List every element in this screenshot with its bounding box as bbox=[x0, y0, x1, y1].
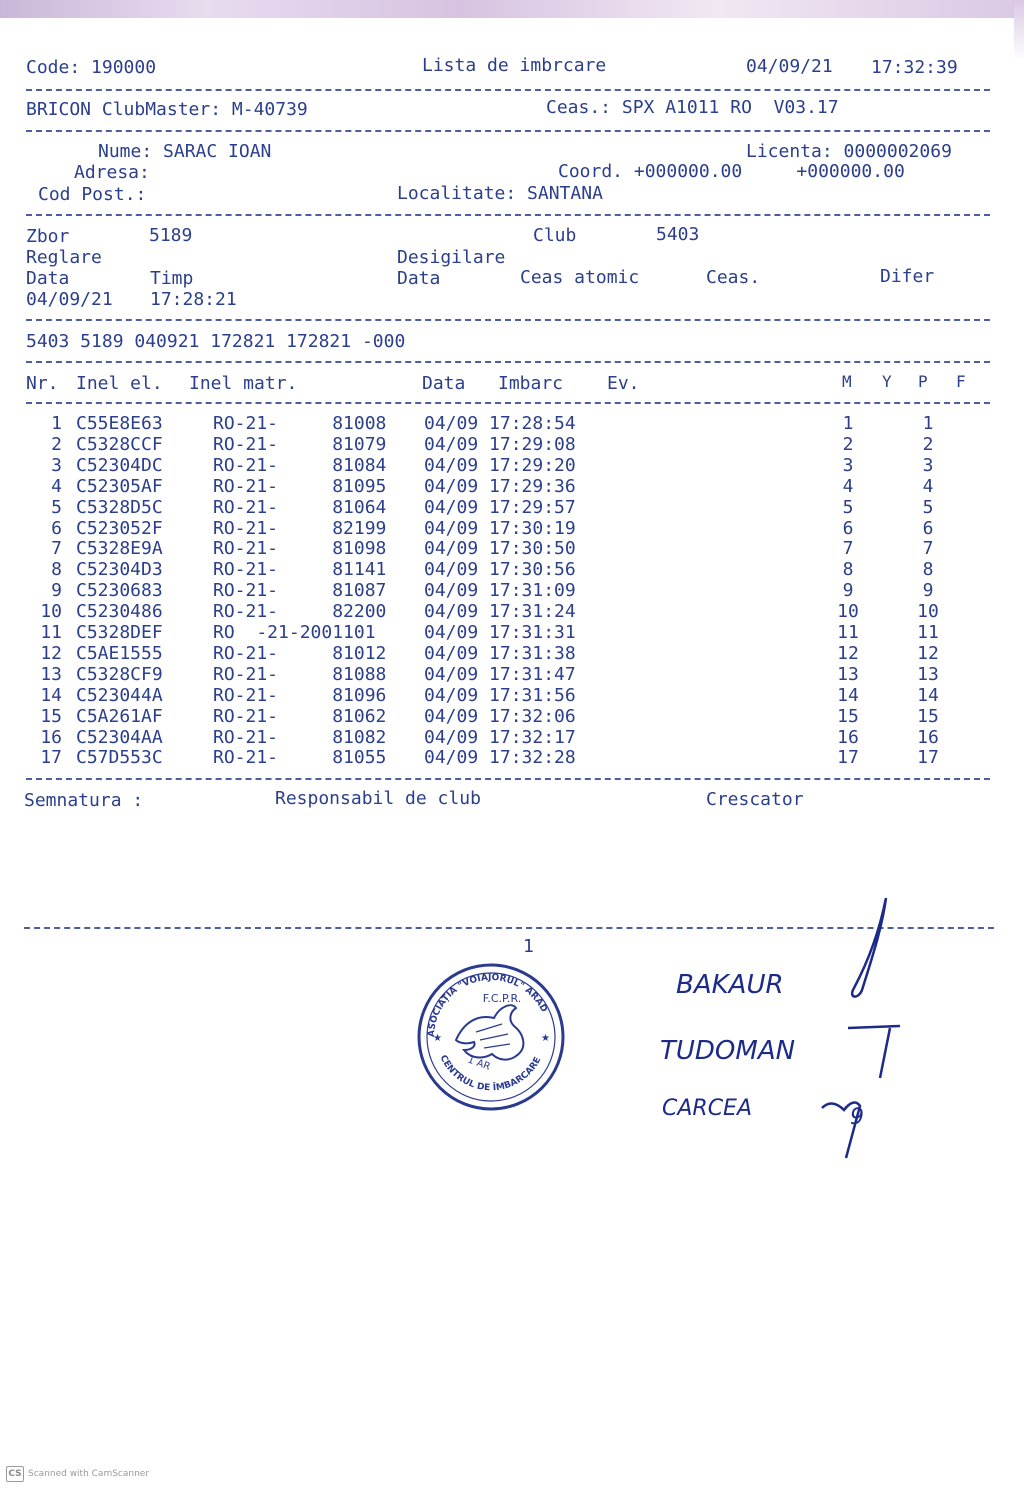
rank-p: 3 bbox=[922, 455, 934, 476]
ring-number: RO-21- 81082 bbox=[213, 727, 387, 748]
rank-m: 9 bbox=[842, 580, 854, 601]
electronic-ring: C52304D3 bbox=[76, 559, 163, 580]
ring-number: RO-21- 81055 bbox=[213, 747, 387, 768]
embark-datetime: 04/09 17:31:47 bbox=[424, 664, 576, 685]
embark-datetime: 04/09 17:29:08 bbox=[424, 434, 576, 455]
rank-p: 12 bbox=[917, 643, 939, 664]
license-number: Licenta: 0000002069 bbox=[746, 141, 952, 162]
owner-name: Nume: SARAC IOAN bbox=[98, 141, 272, 162]
table-row bbox=[0, 748, 1024, 768]
separator bbox=[26, 319, 990, 321]
embark-datetime: 04/09 17:32:17 bbox=[424, 727, 576, 748]
table-row bbox=[0, 602, 1024, 622]
row-number: 7 bbox=[51, 538, 62, 559]
signature-label: Semnatura : bbox=[24, 790, 144, 811]
coordinates: Coord. +000000.00 +000000.00 bbox=[558, 161, 905, 182]
rank-m: 13 bbox=[837, 664, 859, 685]
table-row bbox=[0, 644, 1024, 664]
electronic-ring: C523052F bbox=[76, 518, 163, 539]
row-number: 5 bbox=[51, 497, 62, 518]
ring-number: RO-21- 81008 bbox=[213, 413, 387, 434]
table-row bbox=[0, 456, 1024, 476]
rank-p: 4 bbox=[922, 476, 934, 497]
rank-p: 1 bbox=[922, 413, 934, 434]
rank-m: 10 bbox=[837, 601, 859, 622]
table-row bbox=[0, 728, 1024, 748]
rank-p: 8 bbox=[922, 559, 934, 580]
page-number: 1 bbox=[523, 936, 534, 957]
col-inel-el: Inel el. bbox=[76, 373, 163, 394]
row-number: 13 bbox=[40, 664, 62, 685]
electronic-ring: C5A261AF bbox=[76, 706, 163, 727]
ring-number: RO-21- 82199 bbox=[213, 518, 387, 539]
col-nr: Nr. bbox=[26, 373, 59, 394]
address-label: Adresa: bbox=[74, 162, 150, 183]
table-row bbox=[0, 539, 1024, 559]
embark-datetime: 04/09 17:31:31 bbox=[424, 622, 576, 643]
club-stamp bbox=[416, 962, 566, 1112]
row-number: 6 bbox=[51, 518, 62, 539]
electronic-ring: C5328CF9 bbox=[76, 664, 163, 685]
col-f: F bbox=[956, 372, 966, 391]
club-number: 5403 bbox=[656, 224, 700, 245]
data2-label: Data bbox=[397, 268, 441, 289]
table-row bbox=[0, 686, 1024, 706]
table-row bbox=[0, 435, 1024, 455]
ring-number: RO-21- 81012 bbox=[213, 643, 387, 664]
stamp-text-mid: F.C.P.R. bbox=[482, 992, 522, 1005]
rank-p: 2 bbox=[922, 434, 934, 455]
row-number: 15 bbox=[40, 706, 62, 727]
col-m: M bbox=[842, 372, 852, 391]
col-inel-matr: Inel matr. bbox=[189, 373, 298, 394]
svg-text:9: 9 bbox=[850, 1105, 864, 1130]
row-number: 10 bbox=[40, 601, 62, 622]
rank-m: 1 bbox=[842, 413, 854, 434]
table-row bbox=[0, 665, 1024, 685]
separator bbox=[26, 89, 990, 91]
scan-edge-band bbox=[0, 0, 1024, 18]
row-number: 9 bbox=[51, 580, 62, 601]
rank-m: 12 bbox=[837, 643, 859, 664]
camscanner-logo-icon: CS bbox=[6, 1466, 24, 1482]
electronic-ring: C52304DC bbox=[76, 455, 163, 476]
rank-m: 2 bbox=[842, 434, 854, 455]
table-row bbox=[0, 414, 1024, 434]
handwritten-strokes bbox=[820, 888, 930, 1168]
ring-number: RO-21- 81079 bbox=[213, 434, 387, 455]
table-row bbox=[0, 519, 1024, 539]
table-row bbox=[0, 477, 1024, 497]
ring-number: RO-21- 81088 bbox=[213, 664, 387, 685]
col-y: Y bbox=[882, 372, 892, 391]
embark-datetime: 04/09 17:29:20 bbox=[424, 455, 576, 476]
rank-m: 5 bbox=[842, 497, 854, 518]
electronic-ring: C5230683 bbox=[76, 580, 163, 601]
desigilare-label: Desigilare bbox=[397, 247, 506, 268]
scanner-text: Scanned with CamScanner bbox=[28, 1469, 150, 1479]
electronic-ring: C5328CCF bbox=[76, 434, 163, 455]
separator bbox=[26, 402, 990, 404]
col-p: P bbox=[918, 372, 928, 391]
rank-p: 16 bbox=[917, 727, 939, 748]
rank-p: 10 bbox=[917, 601, 939, 622]
reglare-label: Reglare bbox=[26, 247, 102, 268]
table-row bbox=[0, 498, 1024, 518]
table-row bbox=[0, 560, 1024, 580]
electronic-ring: C5328DEF bbox=[76, 622, 163, 643]
ring-number: RO -21-2001101 bbox=[213, 622, 376, 643]
ceas-label: Ceas. bbox=[706, 267, 761, 288]
electronic-ring: C57D553C bbox=[76, 747, 163, 768]
table-row bbox=[0, 623, 1024, 643]
row-number: 17 bbox=[40, 747, 62, 768]
embark-datetime: 04/09 17:32:28 bbox=[424, 747, 576, 768]
separator bbox=[26, 778, 990, 780]
ring-number: RO-21- 81095 bbox=[213, 476, 387, 497]
rank-p: 14 bbox=[917, 685, 939, 706]
row-number: 16 bbox=[40, 727, 62, 748]
electronic-ring: C5AE1555 bbox=[76, 643, 163, 664]
rank-m: 4 bbox=[842, 476, 854, 497]
ring-number: RO-21- 82200 bbox=[213, 601, 387, 622]
signature-line-1: BAKAUR bbox=[676, 970, 784, 1000]
rank-m: 16 bbox=[837, 727, 859, 748]
embark-datetime: 04/09 17:28:54 bbox=[424, 413, 576, 434]
embark-datetime: 04/09 17:29:57 bbox=[424, 497, 576, 518]
flight-number: 5189 bbox=[149, 225, 193, 246]
embark-datetime: 04/09 17:31:24 bbox=[424, 601, 576, 622]
star-icon: ★ bbox=[433, 1033, 442, 1044]
rank-m: 8 bbox=[842, 559, 854, 580]
stamp-text-top: ASOCIAȚIA "VOIAJORUL" ARAD bbox=[426, 972, 549, 1038]
print-date: 04/09/21 bbox=[746, 56, 833, 77]
rank-m: 3 bbox=[842, 455, 854, 476]
table-row bbox=[0, 707, 1024, 727]
embark-datetime: 04/09 17:30:50 bbox=[424, 538, 576, 559]
embark-datetime: 04/09 17:31:09 bbox=[424, 580, 576, 601]
rank-m: 7 bbox=[842, 538, 854, 559]
row-number: 4 bbox=[51, 476, 62, 497]
rank-p: 15 bbox=[917, 706, 939, 727]
ring-number: RO-21- 81084 bbox=[213, 455, 387, 476]
rank-m: 11 bbox=[837, 622, 859, 643]
ring-number: RO-21- 81141 bbox=[213, 559, 387, 580]
timp-label: Timp bbox=[150, 268, 194, 289]
embark-datetime: 04/09 17:32:06 bbox=[424, 706, 576, 727]
flight-label: Zbor bbox=[26, 226, 70, 247]
signature-line-2: TUDOMAN bbox=[660, 1036, 796, 1066]
electronic-ring: C55E8E63 bbox=[76, 413, 163, 434]
club-responsible-label: Responsabil de club bbox=[275, 788, 481, 809]
scanner-watermark bbox=[6, 1466, 149, 1482]
separator bbox=[26, 214, 990, 216]
reglare-date: 04/09/21 bbox=[26, 289, 113, 310]
embark-datetime: 04/09 17:29:36 bbox=[424, 476, 576, 497]
col-imbarc: Imbarc bbox=[498, 373, 564, 394]
difer-label: Difer bbox=[880, 266, 935, 287]
electronic-ring: C52304AA bbox=[76, 727, 163, 748]
code-line: 5403 5189 040921 172821 172821 -000 bbox=[26, 331, 406, 352]
scan-edge-right bbox=[1014, 0, 1024, 60]
rank-m: 6 bbox=[842, 518, 854, 539]
row-number: 2 bbox=[51, 434, 62, 455]
separator bbox=[26, 130, 990, 132]
club-label: Club bbox=[533, 225, 577, 246]
rank-p: 13 bbox=[917, 664, 939, 685]
locality: Localitate: SANTANA bbox=[397, 183, 603, 204]
rank-p: 5 bbox=[922, 497, 934, 518]
row-number: 14 bbox=[40, 685, 62, 706]
col-ev: Ev. bbox=[607, 373, 640, 394]
row-number: 3 bbox=[51, 455, 62, 476]
row-number: 8 bbox=[51, 559, 62, 580]
dove-icon bbox=[456, 1005, 523, 1059]
ceas-atomic-label: Ceas atomic bbox=[520, 267, 640, 288]
ring-number: RO-21- 81062 bbox=[213, 706, 387, 727]
reglare-time: 17:28:21 bbox=[150, 289, 237, 310]
table-row bbox=[0, 581, 1024, 601]
electronic-ring: C523044A bbox=[76, 685, 163, 706]
ring-number: RO-21- 81096 bbox=[213, 685, 387, 706]
rank-p: 9 bbox=[922, 580, 934, 601]
electronic-ring: C52305AF bbox=[76, 476, 163, 497]
postal-code-label: Cod Post.: bbox=[38, 184, 147, 205]
ring-number: RO-21- 81098 bbox=[213, 538, 387, 559]
row-number: 1 bbox=[51, 413, 62, 434]
svg-text:1 AR: 1 AR bbox=[466, 1054, 492, 1073]
rank-p: 17 bbox=[917, 747, 939, 768]
rank-m: 17 bbox=[837, 747, 859, 768]
stamp-text-bottom: CENTRUL DE ÎMBARCARE bbox=[437, 1053, 544, 1094]
code-label: Code: 190000 bbox=[26, 57, 157, 78]
col-data: Data bbox=[422, 373, 466, 394]
electronic-ring: C5230486 bbox=[76, 601, 163, 622]
ring-number: RO-21- 81087 bbox=[213, 580, 387, 601]
electronic-ring: C5328E9A bbox=[76, 538, 163, 559]
ring-number: RO-21- 81064 bbox=[213, 497, 387, 518]
document-title: Lista de imbrcare bbox=[422, 55, 607, 76]
embark-datetime: 04/09 17:30:19 bbox=[424, 518, 576, 539]
electronic-ring: C5328D5C bbox=[76, 497, 163, 518]
rank-p: 11 bbox=[917, 622, 939, 643]
clubmaster-id: BRICON ClubMaster: M-40739 bbox=[26, 99, 308, 120]
rank-m: 14 bbox=[837, 685, 859, 706]
clock-id: Ceas.: SPX A1011 RO V03.17 bbox=[546, 97, 839, 118]
data-label: Data bbox=[26, 268, 70, 289]
row-number: 12 bbox=[40, 643, 62, 664]
embark-datetime: 04/09 17:31:56 bbox=[424, 685, 576, 706]
embark-datetime: 04/09 17:31:38 bbox=[424, 643, 576, 664]
star-icon: ★ bbox=[541, 1033, 550, 1044]
signature-line-3: CARCEA bbox=[662, 1096, 753, 1121]
row-number: 11 bbox=[40, 622, 62, 643]
rank-m: 15 bbox=[837, 706, 859, 727]
separator bbox=[26, 361, 990, 363]
rank-p: 6 bbox=[922, 518, 934, 539]
breeder-label: Crescator bbox=[706, 789, 804, 810]
print-time: 17:32:39 bbox=[871, 57, 958, 78]
rank-p: 7 bbox=[922, 538, 934, 559]
embark-datetime: 04/09 17:30:56 bbox=[424, 559, 576, 580]
